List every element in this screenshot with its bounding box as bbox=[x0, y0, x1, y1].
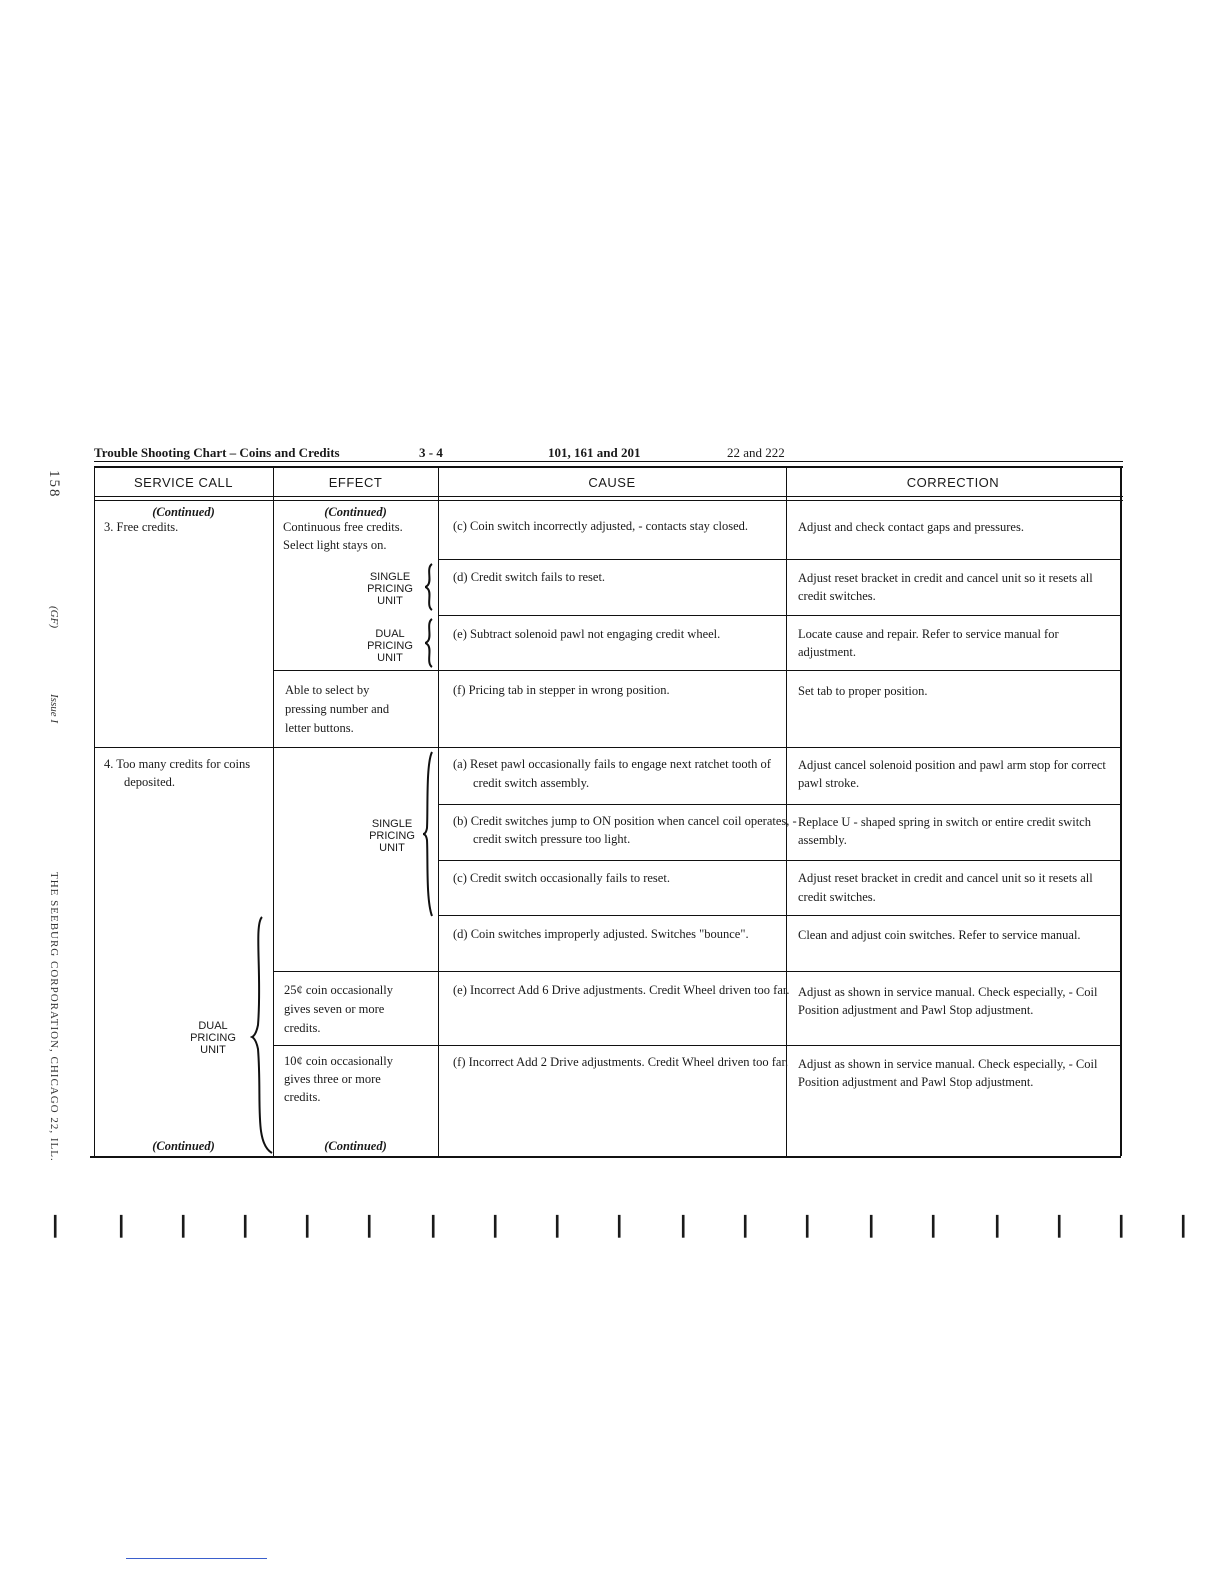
binding-mark: ❘ bbox=[862, 1212, 881, 1237]
binding-mark: ❘ bbox=[1112, 1212, 1131, 1237]
continued-label-service-call-bottom: (Continued) bbox=[152, 1139, 215, 1153]
header-bottom bbox=[94, 496, 1123, 497]
top-rule bbox=[94, 461, 1123, 462]
binding-mark: ❘ bbox=[174, 1212, 193, 1237]
continued-label-service-call: (Continued) bbox=[152, 505, 215, 519]
binding-mark: ❘ bbox=[610, 1212, 629, 1237]
effect-10-cent-coin: 10¢ coin occasionally gives three or more credits. bbox=[284, 1054, 393, 1104]
binding-mark: ❘ bbox=[46, 1212, 65, 1237]
binding-mark: ❘ bbox=[298, 1212, 317, 1237]
row-divider bbox=[94, 747, 1121, 748]
correction-3d: Adjust reset bracket in credit and cancel unit so it resets all credit switches. bbox=[798, 571, 1093, 603]
row-divider bbox=[438, 860, 1121, 861]
binding-mark: ❘ bbox=[112, 1212, 131, 1237]
binding-mark: ❘ bbox=[1050, 1212, 1069, 1237]
correction-3f: Set tab to proper position. bbox=[798, 684, 928, 698]
single-pricing-unit-label: SINGLE PRICING UNIT bbox=[367, 571, 413, 607]
row-divider bbox=[438, 804, 1121, 805]
brace-dual-pricing-left bbox=[250, 915, 274, 1155]
correction-4c: Adjust reset bracket in credit and cancel unit so it resets all credit switches. bbox=[798, 871, 1093, 904]
binding-mark: ❘ bbox=[236, 1212, 255, 1237]
dual-pricing-unit-label: DUAL PRICING UNIT bbox=[367, 628, 413, 664]
brace-single-pricing-2 bbox=[422, 750, 436, 918]
service-call-3: 3. Free credits. bbox=[104, 520, 179, 534]
table-left bbox=[94, 466, 95, 1156]
row-divider bbox=[438, 615, 1121, 616]
binding-mark: ❘ bbox=[548, 1212, 567, 1237]
dual-pricing-unit-label-left: DUAL PRICING UNIT bbox=[190, 1020, 236, 1056]
column-header-correction: CORRECTION bbox=[906, 475, 1000, 490]
correction-4f: Adjust as shown in service manual. Check especially, - Coil Position adjustment and Pawl Stop adjustment. bbox=[798, 1057, 1098, 1089]
table-bottom bbox=[90, 1156, 1121, 1158]
effect-able-to-select: Able to select by pressing number and letter buttons. bbox=[285, 683, 390, 735]
row-divider bbox=[438, 915, 1121, 916]
binding-mark: ❘ bbox=[924, 1212, 943, 1237]
header-top bbox=[94, 466, 1123, 468]
continued-label-effect: (Continued) bbox=[324, 505, 387, 519]
single-pricing-unit-label-2: SINGLE PRICING UNIT bbox=[369, 818, 415, 854]
row-divider bbox=[273, 1045, 1121, 1046]
cause-3f: (f) Pricing tab in stepper in wrong position. bbox=[453, 683, 670, 697]
cause-4b: (b) Credit switches jump to ON position when cancel coil operates, - credit switch pressure too light. bbox=[453, 814, 797, 846]
bottom-blue-rule bbox=[126, 1558, 267, 1559]
correction-4d: Clean and adjust coin switches. Refer to service manual. bbox=[798, 928, 1081, 942]
model-numbers-2: 22 and 222 bbox=[727, 445, 785, 460]
table-right bbox=[1120, 466, 1122, 1156]
binding-mark: ❘ bbox=[736, 1212, 755, 1237]
section-number: 3 - 4 bbox=[419, 445, 443, 460]
correction-3e: Locate cause and repair. Refer to service manual for adjustment. bbox=[798, 627, 1059, 659]
column-header-effect: EFFECT bbox=[328, 475, 383, 490]
binding-mark: ❘ bbox=[486, 1212, 505, 1237]
header-bottom-2 bbox=[94, 500, 1123, 501]
brace-single-pricing bbox=[424, 562, 436, 612]
cause-4a: (a) Reset pawl occasionally fails to engage next ratchet tooth of credit switch assembly. bbox=[453, 757, 771, 790]
continued-label-effect-bottom: (Continued) bbox=[324, 1139, 387, 1153]
cause-4e: (e) Incorrect Add 6 Drive adjustments. Credit Wheel driven too far. bbox=[453, 983, 790, 997]
binding-mark: ❘ bbox=[674, 1212, 693, 1237]
row-divider bbox=[273, 971, 1121, 972]
correction-4a: Adjust cancel solenoid position and pawl arm stop for correct pawl stroke. bbox=[798, 758, 1106, 790]
company-name: THE SEEBURG CORPORATION, CHICAGO 22, ILL. bbox=[48, 872, 60, 1162]
cause-4f: (f) Incorrect Add 2 Drive adjustments. Credit Wheel driven too far. bbox=[453, 1055, 789, 1069]
brace-dual-pricing bbox=[424, 617, 436, 669]
binding-mark: ❘ bbox=[988, 1212, 1007, 1237]
col-divider-2 bbox=[438, 466, 439, 1156]
binding-mark: ❘ bbox=[798, 1212, 817, 1237]
binding-mark: ❘ bbox=[424, 1212, 443, 1237]
column-header-cause: CAUSE bbox=[588, 475, 636, 490]
issue-code: (GF) bbox=[48, 606, 60, 628]
cause-3d: (d) Credit switch fails to reset. bbox=[453, 570, 606, 584]
correction-3c: Adjust and check contact gaps and pressures. bbox=[798, 520, 1024, 534]
binding-mark: ❘ bbox=[1174, 1212, 1193, 1237]
cause-4c: (c) Credit switch occasionally fails to reset. bbox=[453, 871, 670, 885]
issue-label: Issue I bbox=[48, 694, 60, 724]
row-divider bbox=[438, 559, 1121, 560]
model-numbers: 101, 161 and 201 bbox=[548, 445, 641, 460]
correction-4e: Adjust as shown in service manual. Check especially, - Coil Position adjustment and Pawl Stop adjustment. bbox=[798, 985, 1098, 1017]
effect-continuous-free-credits: Continuous free credits. Select light stays on. bbox=[283, 520, 403, 552]
effect-25-cent-coin: 25¢ coin occasionally gives seven or more credits. bbox=[284, 983, 393, 1035]
chart-title: Trouble Shooting Chart – Coins and Credits bbox=[94, 445, 340, 460]
page-number: 158 bbox=[46, 470, 62, 499]
cause-3e: (e) Subtract solenoid pawl not engaging credit wheel. bbox=[453, 627, 721, 641]
row-divider bbox=[273, 670, 1121, 671]
binding-mark: ❘ bbox=[360, 1212, 379, 1237]
service-call-4: 4. Too many credits for coins deposited. bbox=[104, 757, 251, 789]
column-header-service-call: SERVICE CALL bbox=[134, 475, 233, 490]
correction-4b: Replace U - shaped spring in switch or entire credit switch assembly. bbox=[798, 815, 1091, 847]
cause-4d: (d) Coin switches improperly adjusted. Switches "bounce". bbox=[453, 927, 749, 941]
cause-3c: (c) Coin switch incorrectly adjusted, - contacts stay closed. bbox=[453, 519, 749, 533]
